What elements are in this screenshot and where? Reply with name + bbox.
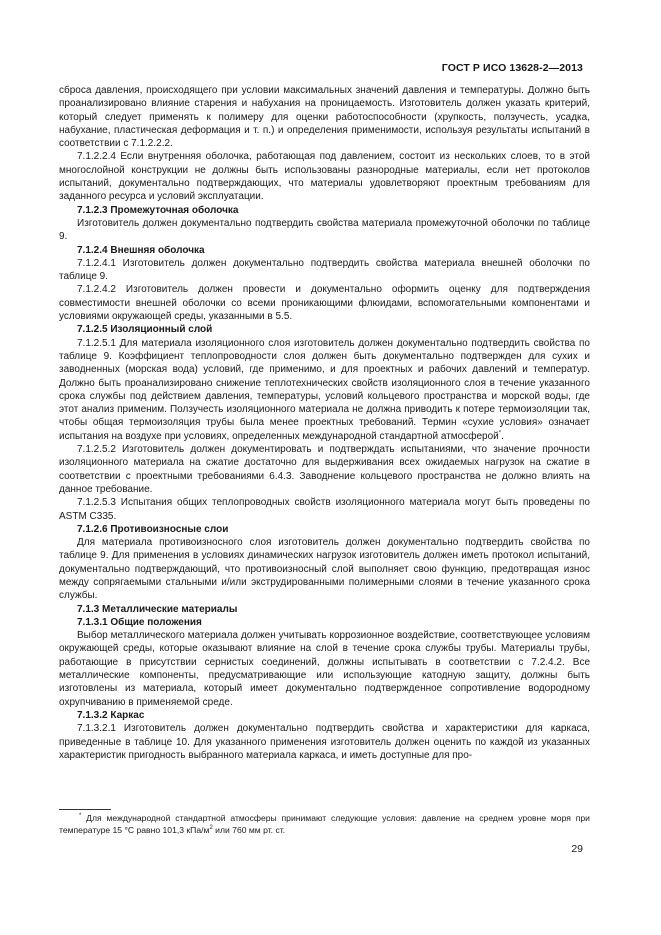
paragraph	[59, 443, 590, 496]
page-number: 29	[571, 843, 583, 855]
paragraph	[59, 496, 590, 523]
section-heading	[59, 616, 590, 629]
footnote-separator	[59, 809, 111, 810]
paragraph	[59, 84, 590, 150]
paragraph-text: 7.1.2.4.1 Изготовитель должен документально подтвердить свойства материала внешней оболочки по таблице 9.	[59, 257, 590, 283]
section-heading	[59, 244, 590, 257]
paragraph-text: Выбор металлического материала должен учитывать коррозионное воздействие, соответствующее условиям окружающей среды, которые оказывают влияние на слой в течение срока службы трубы. Материалы трубы, работающие в присутствии сернистых соединений, должны испытывать в соответствии с 7.2.4.2. Все металлические компоненты, предусматривающие или использующие катодную защиту, должны быть изготовлены из материала, который имеет документально подтвержденное сопротивление водородному охрупчиванию в применяемой среде.	[59, 630, 590, 708]
paragraph	[59, 536, 590, 602]
footnote-reference: *	[498, 430, 502, 437]
paragraph	[59, 722, 590, 762]
paragraph-text: 7.1.2.4.2 Изготовитель должен провести и документально оформить оценку для подтверждения совместимости внешней оболочки со всеми проникающими флюидами, вспомогательными компонентами и условиями окружающей среды, указанными в 5.5.	[59, 284, 590, 323]
paragraph-text: 7.1.2.5.2 Изготовитель должен документировать и подтверждать испытаниями, что значение прочности изоляционного материала на сжатие достаточно для выдерживания всех ожидаемых нагрузок на сжатие в соответствии с проектными требованиями 6.4.3. Заводнение кольцевого пространства не должно влиять на данное требование.	[59, 444, 590, 495]
section-heading	[59, 204, 590, 217]
paragraph-text: Для материала противоизносного слоя изготовитель должен документально подтвердить свойства по таблице 9. Для применения в условиях динамических нагрузок изготовитель должен иметь протокол испытаний, документально подтверждающий, что противоизносный слой выполняет свою функцию, предотвращая износ между сопрягаемыми стальными и/или экструдированными полимерными слоями в течение указанного срока службы.	[59, 537, 590, 602]
footnote-superscript: 2	[209, 825, 213, 832]
section-heading	[59, 603, 590, 616]
paragraph-text: 7.1.3.2 Каркас	[77, 709, 145, 721]
paragraph-text: 7.1.2.5.3 Испытания общих теплопроводных свойств изоляционного материала могут быть проведены по ASTM C335.	[59, 497, 590, 522]
paragraph	[59, 257, 590, 284]
footnote-text: Для международной стандартной атмосферы принимают следующие условия: давление на среднем уровне моря при температуре 15 °С равно 101,3 кПа/м	[59, 813, 590, 835]
section-heading	[59, 323, 590, 336]
paragraph-text: 7.1.3.2.1 Изготовитель должен документально подтвердить свойства и характеристики для каркаса, приведенные в таблице 10. Для указанного применения изготовитель должен оценить по каждой из указанных характеристик пригодность выбранного материала каркаса, и иметь доступные для про-	[59, 723, 590, 761]
section-heading	[59, 709, 590, 722]
paragraph-text: 7.1.3 Металлические материалы	[77, 603, 238, 615]
paragraph-text: Изготовитель должен документально подтвердить свойства материала промежуточной оболочки по таблице 9.	[59, 217, 590, 243]
footnote	[59, 812, 590, 836]
document-header: ГОСТ Р ИСО 13628-2—2013	[441, 62, 583, 74]
footnote-text-end: или 760 мм рт. ст.	[212, 825, 286, 835]
paragraph	[59, 217, 590, 244]
paragraph-text: сброса давления, происходящего при условии максимальных значений давления и температуры. Должно быть проанализировано влияние старения и набухания на проницаемость. Изготовитель должен указать критерий, который следует применять к полимеру для оценки работоспособности (хрупкость, ползучесть, усадка, набухание, пластическая деформация и т. п.) и определения применимости, используя результаты испытаний в соответствии с 7.1.2.2.2.	[59, 85, 590, 150]
paragraph-text: 7.1.2.5 Изоляционный слой	[77, 324, 213, 336]
paragraph-text: 7.1.2.6 Противоизносные слои	[77, 523, 229, 535]
section-heading	[59, 523, 590, 536]
paragraph-text: 7.1.2.2.4 Если внутренняя оболочка, работающая под давлением, состоит из нескольких слоев, то в этой многослойной конструкции не должны быть использованы разнородные материалы, если нет протоколов испытаний, документально подтверждающих, что материалы удовлетворяют проектным требованиям для заданного ресурса и условий эксплуатации.	[59, 151, 590, 203]
paragraph	[59, 150, 590, 203]
paragraph-text: 7.1.2.4 Внешняя оболочка	[77, 244, 205, 256]
paragraph-text: 7.1.2.3 Промежуточная оболочка	[77, 204, 239, 216]
body-text	[59, 84, 590, 762]
paragraph-text: 7.1.2.5.1 Для материала изоляционного слоя изготовитель должен документально подтвердить свойства по таблице 9. Коэффициент теплопроводности слоя должен быть документально подтвержден для сухих и заводненных (морская вода) условий, где применимо, и для проектных и рабочих давлений и температур. Должно быть проанализировано снижение теплотехнических свойств изоляционного слоя в течение указанного срока службы под действием давления, температуры, условий кольцевого пространства и морской воды, где этот анализ применим. Ползучесть изоляционного материала не должна приводить к потере термоизоляции так, чтобы общая термоизоляция трубы была менее проектных требований. Термин «сухие условия» означает испытания на воздухе при условиях, определенных международной стандартной атмосферой	[59, 337, 590, 442]
paragraph: 7.1.2.5.1 Для материала изоляционного слоя изготовитель должен документально подтвердить свойства по таблице 9. Коэффициент теплопроводности слоя должен быть документально подтвержден для сухих и заводненных (морская вода) условий, где применимо, и для проектных и рабочих давлений и температур. Должно быть проанализировано снижение теплотехнических свойств изоляционного слоя в течение указанного срока службы под действием давления, температуры, условий кольцевого пространства и морской воды, где этот анализ применим. Ползучесть изоляционного материала не должна приводить к потере термоизоляции так, чтобы общая термоизоляция трубы была менее проектных требований. Термин «сухие условия» означает испытания на воздухе при условиях, определенных международной стандартной атмосферой*.	[59, 337, 590, 442]
paragraph	[59, 629, 590, 709]
paragraph	[59, 283, 590, 323]
footnote-mark: *	[79, 813, 82, 820]
paragraph-text: 7.1.3.1 Общие положения	[77, 616, 202, 628]
